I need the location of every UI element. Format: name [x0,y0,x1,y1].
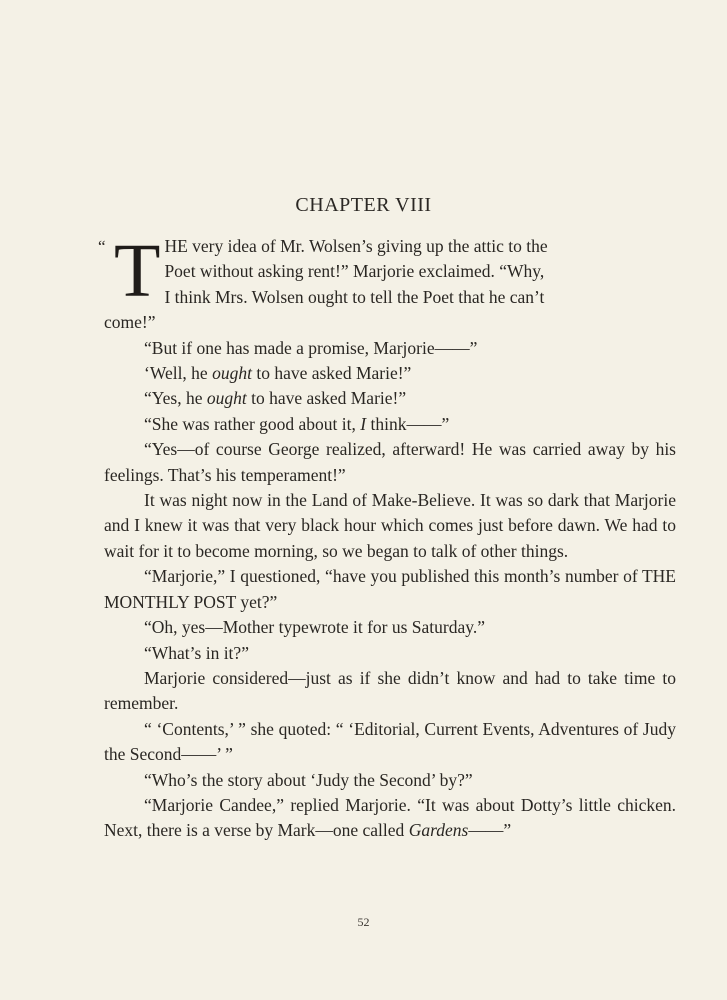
opening-line-4: come!” [104,312,156,333]
paragraph-3 [104,386,676,411]
paragraph-2-text-b: to have asked Marie!” [251,363,412,384]
paragraph-13-text-b: ——” [468,820,512,841]
opening-line-2: Poet without asking rent!” Marjorie exclaimed. “Why, [164,261,545,282]
opening-paragraph [98,229,676,336]
chapter-heading: CHAPTER VIII [295,194,432,216]
body-text [98,229,676,844]
page-number: 52 [357,915,370,929]
paragraph-7: “Marjorie,” I questioned, “have you published this month’s number of THE MONTHLY POST yet?” [104,566,676,612]
paragraph-2 [104,361,676,386]
opening-quote-mark: “ [98,237,106,256]
paragraph-2-emphasis: ought [212,363,252,384]
paragraph-12: “Who’s the story about ‘Judy the Second’ by?” [144,769,473,790]
paragraph-2-text-a: ‘Well, he [144,363,213,384]
paragraph-1: “But if one has made a promise, Marjorie——” [144,337,478,358]
opening-line-3: I think Mrs. Wolsen ought to tell the Poet that he can’t [164,286,545,307]
paragraph-6: It was night now in the Land of Make-Believe. It was so dark that Marjorie and I knew it was that very black hour which comes just before dawn. We had to wait for it to become morning, so we began to talk of other things. [104,490,676,561]
paragraph-4-emphasis: I [360,413,367,434]
paragraph-8: “Oh, yes—Mother typewrote it for us Saturday.” [144,617,486,638]
paragraph-3-text-a: “Yes, he [144,388,207,409]
paragraph-13-emphasis: Gardens [408,820,469,841]
paragraph-11: “ ‘Contents,’ ” she quoted: “ ‘Editorial, Current Events, Adventures of Judy the Second——’ ” [104,718,676,765]
paragraph-9: “What’s in it?” [144,642,249,663]
opening-line-1: HE very idea of Mr. Wolsen’s giving up the attic to the [164,236,548,256]
paragraph-13-text-a: “Marjorie Candee,” replied Marjorie. “It was about Dotty’s little chicken. Next, there is a verse by Mark—one called [104,794,676,841]
paragraph-4-text-a: “She was rather good about it, [144,413,361,434]
paragraph-5: “Yes—of course George realized, afterward! He was carried away by his feelings. That’s his temperament!” [104,439,676,485]
paragraph-3-emphasis: ought [206,388,247,409]
paragraph-3-text-b: to have asked Marie!” [246,388,407,409]
drop-cap-letter: T [114,229,161,313]
paragraph-10: Marjorie considered—just as if she didn’t know and had to take time to remember. [104,667,676,714]
paragraph-4 [104,412,676,437]
paragraph-13 [104,793,676,844]
paragraph-4-text-b: think——” [366,413,450,434]
